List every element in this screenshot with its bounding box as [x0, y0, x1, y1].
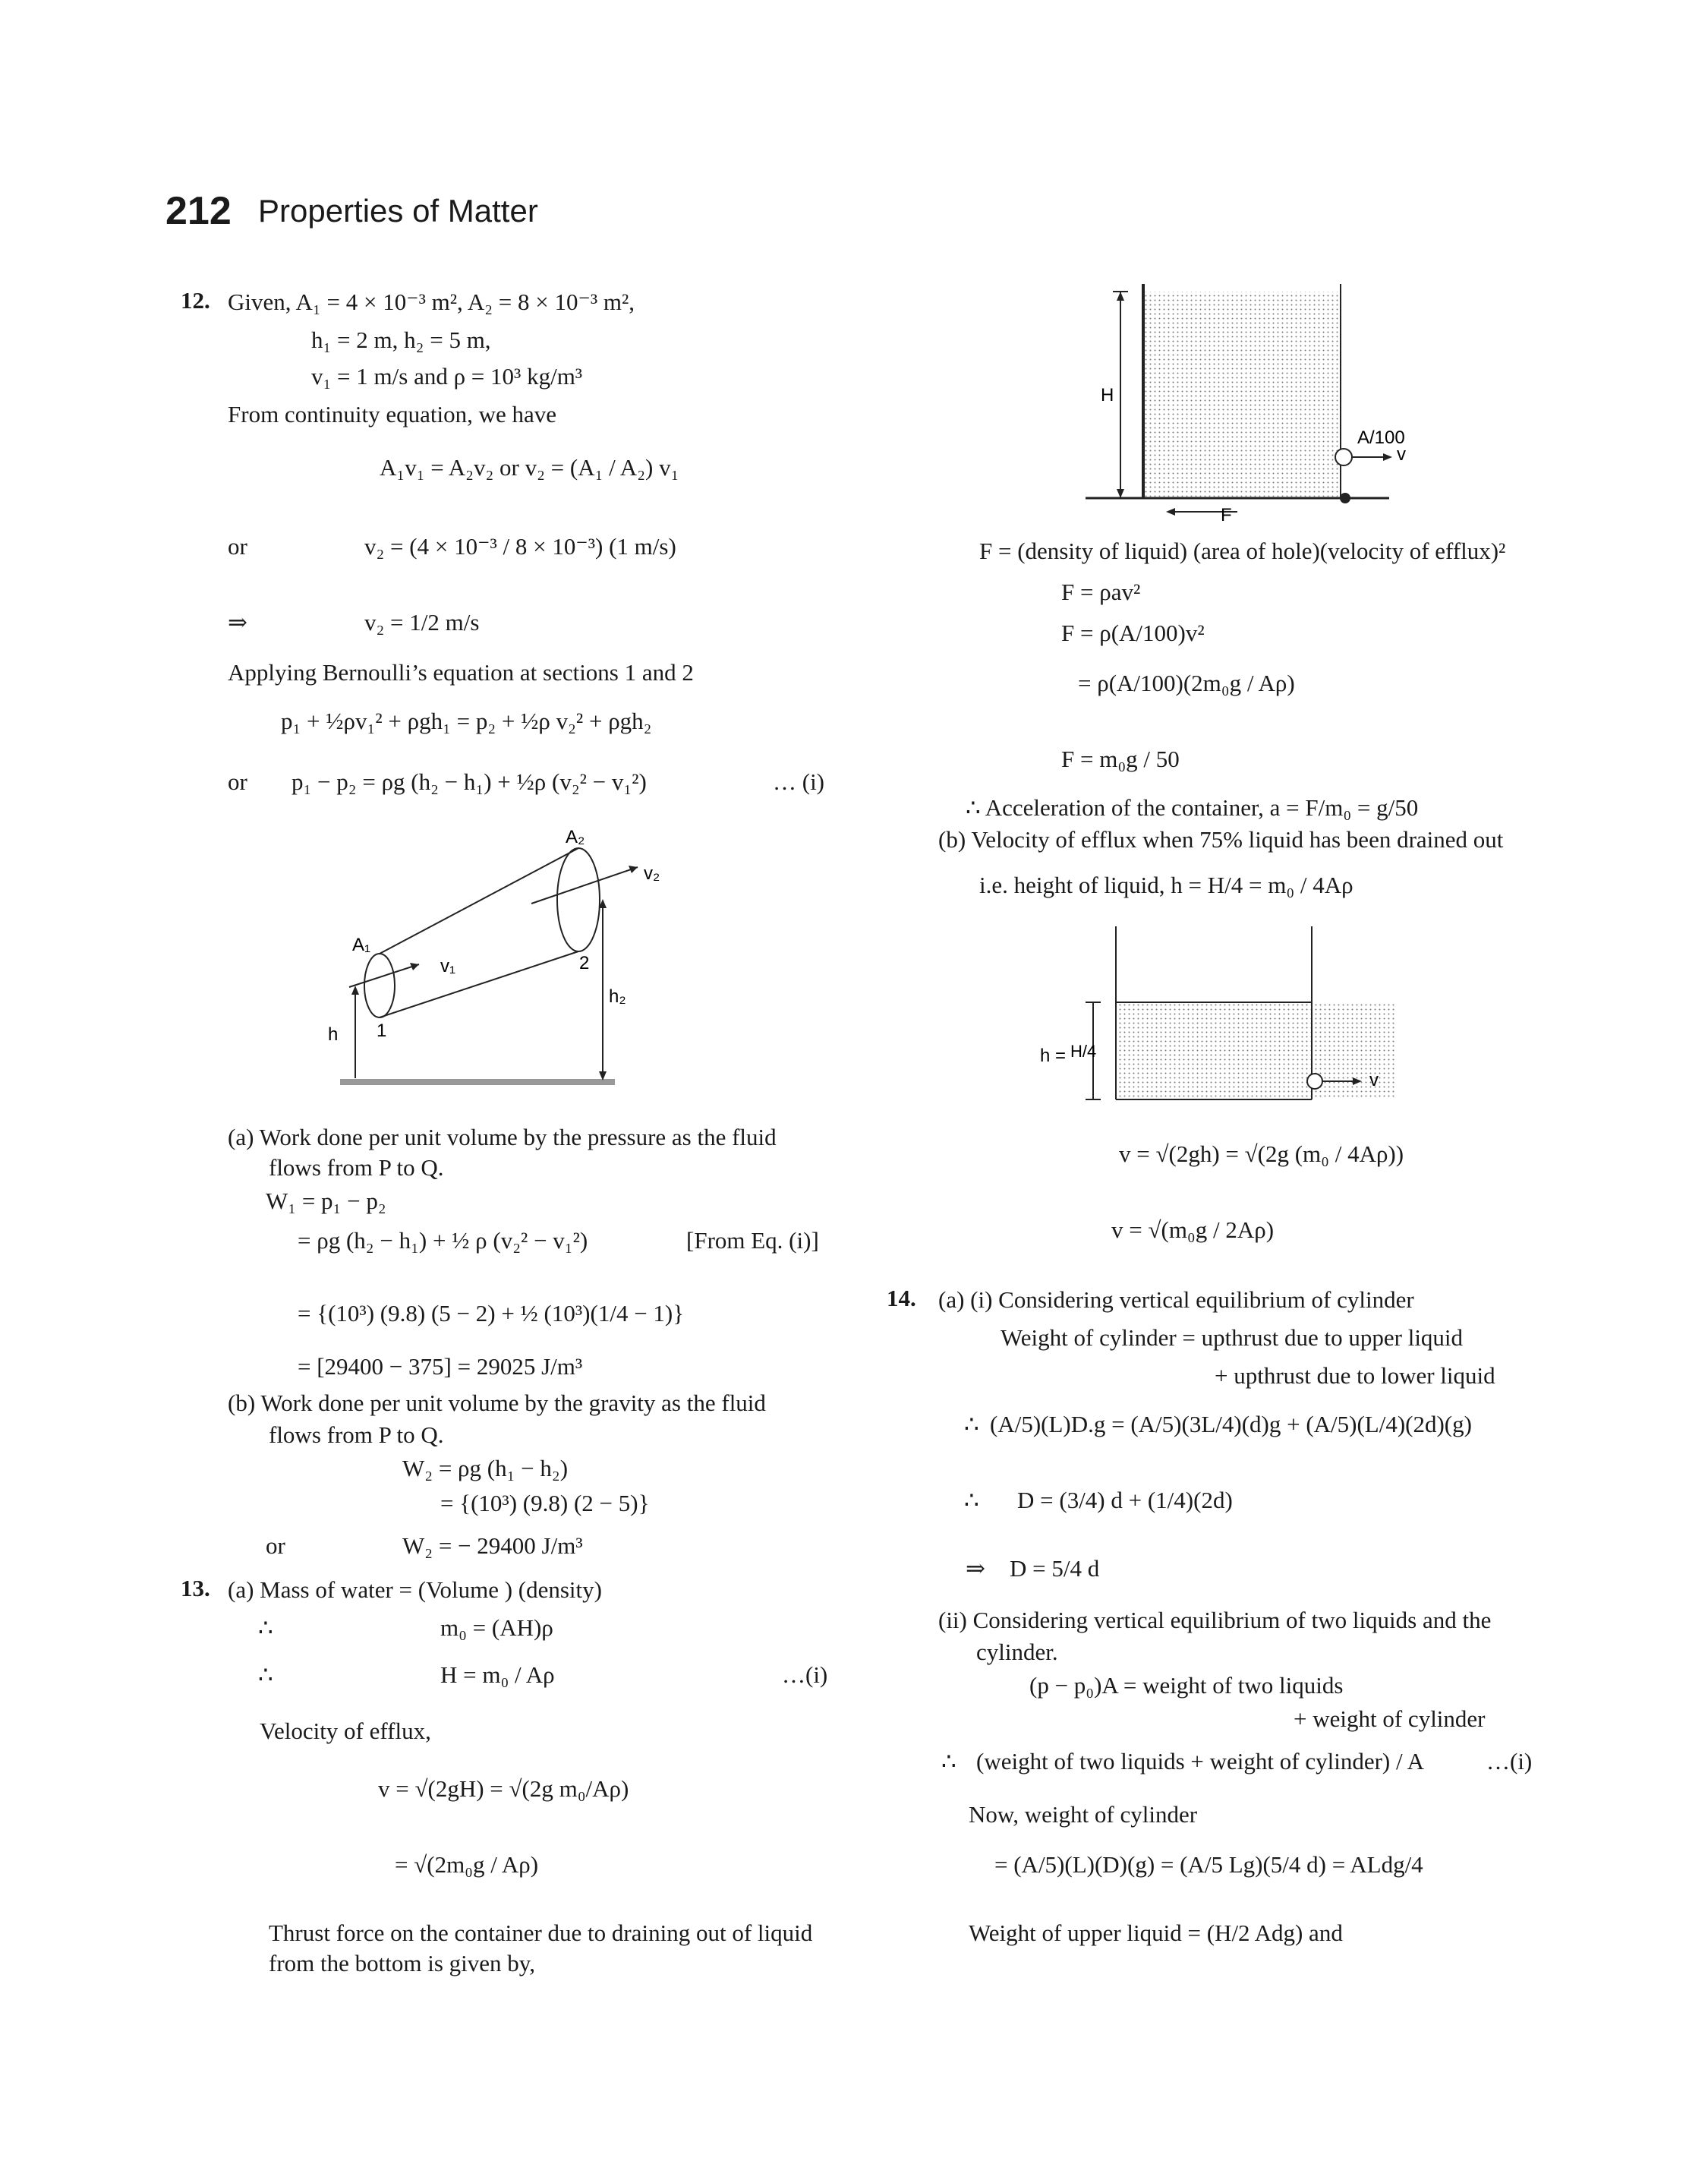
q14-a-line1: (a) (i) Considering vertical equilibrium of cylinder	[938, 1286, 1414, 1313]
q14-therefore-1: ∴	[964, 1411, 979, 1437]
q14-ii-ref: …(i)	[1486, 1748, 1533, 1774]
q14-therefore-3: ∴	[941, 1748, 956, 1774]
q13-thrust-line1: Thrust force on the container due to draining out of liquid	[269, 1920, 813, 1946]
streamline-1	[349, 964, 419, 987]
q14-implies: ⇒	[966, 1555, 985, 1582]
label-H-over-4: H/4	[1070, 1042, 1097, 1061]
q14-ii-fraction: (weight of two liquids + weight of cylinder) / A	[976, 1748, 1425, 1774]
label-v2: v₂	[644, 863, 660, 884]
question-14-number: 14.	[887, 1285, 916, 1311]
label-H: H	[1101, 385, 1114, 405]
h-arrow-head	[351, 986, 359, 995]
q13-v-b-eq2: v = √(m₀g / 2Aρ)	[1111, 1216, 1275, 1243]
pipe-bottom-edge	[380, 951, 578, 1017]
q12-or-1: or	[228, 533, 247, 560]
tank-figure-full	[1086, 281, 1435, 524]
q12-eq-continuity: A₁v₁ = A₂v₂ or v₂ = (A₁ / A₂) v₁	[380, 454, 679, 481]
q13-acceleration: ∴ Acceleration of the container, a = F/m₀ = g/50	[966, 794, 1419, 821]
q14-weight-upper-liquid: Weight of upper liquid = (H/2 Adg) and	[969, 1920, 1343, 1946]
q12-bernoulli-text: Applying Bernoulli’s equation at sections 1 and 2	[228, 659, 694, 686]
q12-given-2: h₁ = 2 m, h₂ = 5 m,	[311, 327, 491, 353]
q12-part-a-line2: flows from P to Q.	[269, 1154, 444, 1181]
label-v: v	[1397, 444, 1406, 465]
q14-ii-line4: + weight of cylinder	[1294, 1705, 1486, 1732]
q14-ii-line3: (p − p₀)A = weight of two liquids	[1029, 1672, 1344, 1699]
label-v1: v₁	[440, 956, 456, 976]
q13-b-line1: (b) Velocity of efflux when 75% liquid has been drained out	[938, 826, 1504, 853]
label-A2: A₂	[566, 827, 585, 847]
q14-eq-D-result: D = 5/4 d	[1010, 1555, 1100, 1582]
q13-v-eq1: v = √(2gH) = √(2g m₀/Aρ)	[378, 1775, 629, 1802]
liquid-column	[1143, 292, 1341, 497]
q13-H-ref: …(i)	[782, 1661, 828, 1688]
pipe-top-edge	[380, 848, 578, 954]
q14-ii-line1: (ii) Considering vertical equilibrium of two liquids and the	[938, 1607, 1492, 1633]
q12-w2-line2: = {(10³) (9.8) (2 − 5)}	[440, 1490, 650, 1516]
label-section-1: 1	[377, 1021, 387, 1041]
q12-eq-bernoulli: p₁ + ½ρv₁² + ρgh₁ = p₂ + ½ρ v₂² + ρgh₂	[281, 708, 652, 734]
q12-w1-ref: [From Eq. (i)]	[686, 1227, 819, 1254]
q14-eq-D: D = (3/4) d + (1/4)(2d)	[1017, 1487, 1233, 1513]
section-2-ellipse	[557, 848, 600, 951]
q12-w2-result: W₂ = − 29400 J/m³	[402, 1532, 583, 1559]
q13-F-eq4: F = m₀g / 50	[1061, 746, 1180, 772]
q12-continuity-text: From continuity equation, we have	[228, 401, 557, 427]
q12-given-1: Given, A₁ = 4 × 10⁻³ m², A₂ = 8 × 10⁻³ m²,	[228, 289, 635, 315]
q14-a-line3: + upthrust due to lower liquid	[1215, 1362, 1495, 1389]
page-number: 212	[165, 189, 232, 233]
section-1-ellipse	[364, 954, 395, 1017]
q13-H-eq: H = m₀ / Aρ	[440, 1661, 555, 1688]
q13-efflux-text: Velocity of efflux,	[260, 1718, 431, 1744]
efflux-arrow-head	[1383, 453, 1392, 461]
label-h-eq: h =	[1040, 1046, 1067, 1066]
pipe-flow-figure	[304, 820, 660, 1109]
q14-weight-cylinder: = (A/5)(L)(D)(g) = (A/5 Lg)(5/4 d) = ALdg/4	[994, 1851, 1423, 1878]
q12-w1-result: = [29400 − 375] = 29025 J/m³	[298, 1353, 583, 1380]
label-section-2: 2	[579, 953, 590, 973]
label-F: F	[1221, 505, 1232, 525]
q13-F-eq3: = ρ(A/100)(2m₀g / Aρ)	[1078, 670, 1295, 696]
streamline-2	[531, 867, 638, 904]
q13-v-b-eq1: v = √(2gh) = √(2g (m₀ / 4Aρ))	[1119, 1140, 1404, 1167]
q13-therefore-1: ∴	[258, 1614, 273, 1641]
question-13-number: 13.	[181, 1575, 210, 1601]
q13-a-line1: (a) Mass of water = (Volume ) (density)	[228, 1576, 602, 1603]
remaining-liquid	[1116, 1002, 1397, 1099]
label-A1: A₁	[352, 935, 371, 955]
label-h: h	[328, 1024, 339, 1045]
hole-circle	[1335, 449, 1352, 465]
question-12-number: 12.	[181, 287, 210, 314]
H-arrow-bottom	[1117, 489, 1124, 498]
label-h2: h₂	[609, 986, 626, 1007]
q12-w2-line1: W₂ = ρg (h₁ − h₂)	[402, 1455, 569, 1481]
q14-therefore-2: ∴	[964, 1487, 979, 1513]
q14-a-line2: Weight of cylinder = upthrust due to upper liquid	[1001, 1324, 1464, 1351]
tank-figure-quarter	[1032, 926, 1382, 1109]
q13-v-eq2: = √(2m₀g / Aρ)	[395, 1851, 539, 1878]
q12-w1-line3: = {(10³) (9.8) (5 − 2) + ½ (10³)(1/4 − 1)}	[298, 1300, 685, 1327]
q12-eq-v2: v₂ = (4 × 10⁻³ / 8 × 10⁻³) (1 m/s)	[364, 533, 676, 560]
q12-eq-v2-value: v₂ = 1/2 m/s	[364, 609, 480, 636]
q14-now-text: Now, weight of cylinder	[969, 1801, 1198, 1828]
q12-part-b-line2: flows from P to Q.	[269, 1421, 444, 1448]
page-header-title: Properties of Matter	[258, 193, 538, 229]
bottom-corner-dot	[1340, 493, 1350, 503]
q14-eq-equilibrium: (A/5)(L)D.g = (A/5)(3L/4)(d)g + (A/5)(L/4)(2d)(g)	[990, 1411, 1472, 1437]
label-v-2: v	[1369, 1070, 1379, 1090]
q13-F-definition: F = (density of liquid) (area of hole)(velocity of efflux)²	[979, 538, 1506, 564]
q12-or-3: or	[266, 1532, 285, 1559]
label-hole-area: A/100	[1357, 427, 1405, 448]
q13-F-eq2: F = ρ(A/100)v²	[1061, 620, 1205, 646]
hole-circle-2	[1307, 1074, 1322, 1089]
q13-b-line2: i.e. height of liquid, h = H/4 = m₀ / 4Aρ	[979, 872, 1353, 898]
q13-thrust-line2: from the bottom is given by,	[269, 1950, 536, 1976]
q13-m0-eq: m₀ = (AH)ρ	[440, 1614, 553, 1641]
q12-eq-pressure-diff: p₁ − p₂ = ρg (h₂ − h₁) + ½ρ (v₂² − v₁²)	[291, 768, 647, 795]
H-arrow-top	[1117, 292, 1124, 301]
q12-given-3: v₁ = 1 m/s and ρ = 10³ kg/m³	[311, 363, 583, 390]
q13-therefore-2: ∴	[258, 1661, 273, 1688]
q12-w1-line2: = ρg (h₂ − h₁) + ½ ρ (v₂² − v₁²)	[298, 1227, 588, 1254]
force-arrow-head	[1166, 508, 1175, 516]
q14-ii-line2: cylinder.	[976, 1639, 1058, 1665]
q13-F-eq1: F = ρav²	[1061, 579, 1141, 605]
q12-or-2: or	[228, 768, 247, 795]
q12-part-a-line1: (a) Work done per unit volume by the pressure as the fluid	[228, 1124, 777, 1150]
q12-part-b-line1: (b) Work done per unit volume by the gravity as the fluid	[228, 1390, 766, 1416]
q12-eq-ref-i: … (i)	[773, 768, 825, 795]
q12-implies: ⇒	[228, 609, 247, 636]
q12-w1-line1: W₁ = p₁ − p₂	[266, 1188, 386, 1214]
